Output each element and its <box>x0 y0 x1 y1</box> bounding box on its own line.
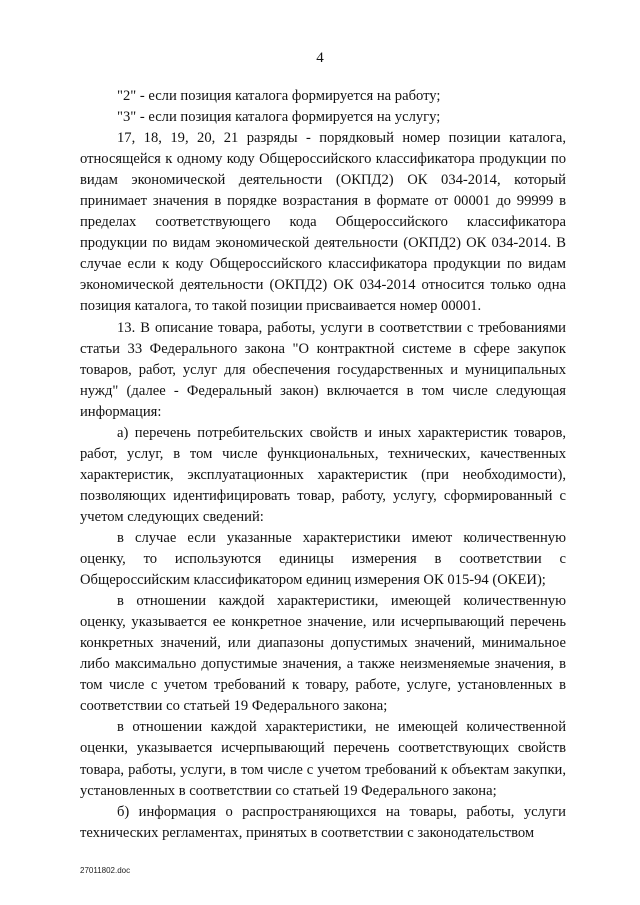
paragraph-non-quantitative: в отношении каждой характеристики, не имеющей количественной оценки, указывается исчерпывающий перечень соответствующих свойств товара, работы, услуги, в том числе с учетом требований к объектам закупки, установленных в соответствии со статьей 19 Федерального закона; <box>80 719 566 799</box>
paragraph-code-3: "3" - если позиция каталога формируется на услугу; <box>117 109 441 126</box>
paragraph-subitem-b: б) информация о распространяющихся на товары, работы, услуги технических регламентах, принятых в соответствии с законодательством <box>80 803 566 841</box>
document-body <box>80 86 566 844</box>
paragraph-digits-17-21: 17, 18, 19, 20, 21 разряды - порядковый номер позиции каталога, относящейся к одному коду Общероссийского классификатора продукции по видам экономической деятельности (ОКПД2) ОК 034-2014, который принимает значения в порядке возрастания в формате от 00001 до 99999 в пределах соответствующего кода Общероссийского классификатора продукции по видам экономической деятельности (ОКПД2) ОК 034-2014. В случае если к коду Общероссийского классификатора продукции по видам экономической деятельности (ОКПД2) ОК 034-2014 относится только одна позиция каталога, то такой позиции присваивается номер 00001. <box>80 130 566 315</box>
paragraph-subitem-a: а) перечень потребительских свойств и иных характеристик товаров, работ, услуг, в том числе функциональных, технических, качественных характеристик, эксплуатационных характеристик (при необходимости), позволяющих идентифицировать товар, работу, услугу, сформированный с учетом следующих сведений: <box>80 424 566 525</box>
paragraph-item-13: 13. В описание товара, работы, услуги в соответствии с требованиями статьи 33 Федерального закона "О контрактной системе в сфере закупок товаров, работ, услуг для обеспечения государственных и муниципальных нужд" (далее - Федеральный закон) включается в том числе следующая информация: <box>80 319 566 420</box>
paragraph-units-okei: в случае если указанные характеристики имеют количественную оценку, то используются единицы измерения в соответствии с Общероссийским классификатором единиц измерения ОК 015-94 (ОКЕИ); <box>80 529 566 589</box>
page-number: 4 <box>316 50 324 66</box>
paragraph-code-2: "2" - если позиция каталога формируется на работу; <box>117 88 441 104</box>
footer-filename: 27011802.doc <box>80 866 131 875</box>
paragraph-quantitative: в отношении каждой характеристики, имеющей количественную оценку, указывается ее конкретное значение, или исчерпывающий перечень конкретных значений, или диапазоны допустимых значений, минимальное либо максимально допустимые значения, а также неизменяемые значения, в том числе с учетом требований к товару, работе, услуге, установленных в соответствии со статьей 19 Федерального закона; <box>80 593 566 715</box>
